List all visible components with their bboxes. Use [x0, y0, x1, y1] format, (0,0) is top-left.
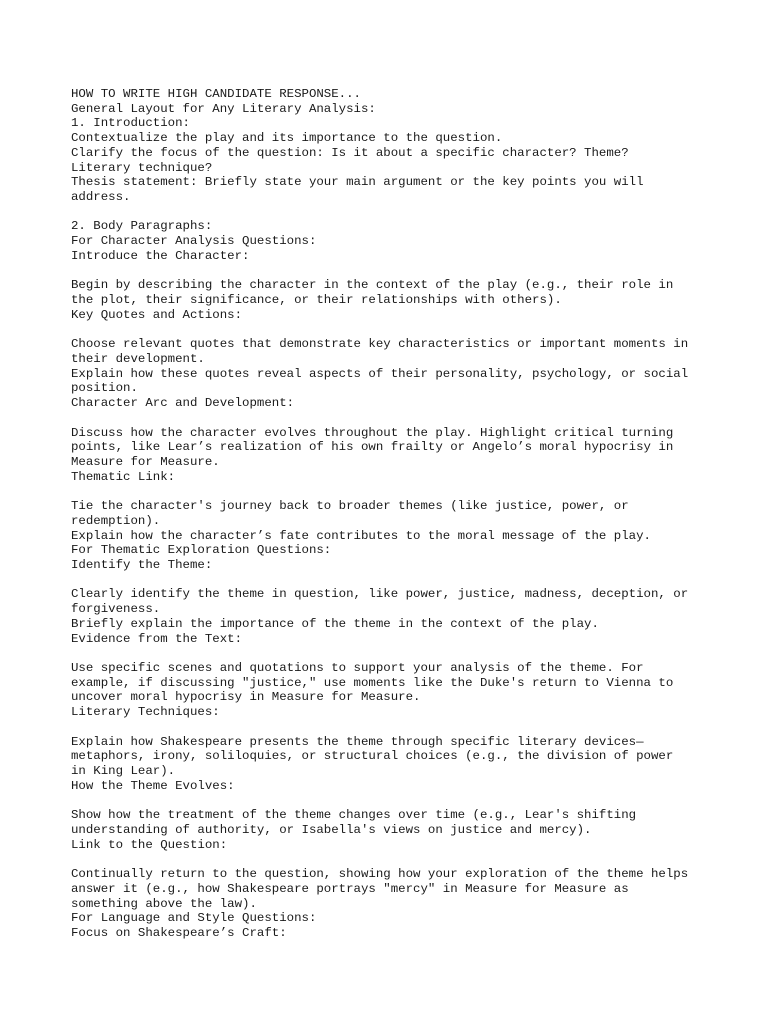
document-line: redemption). [71, 513, 161, 528]
document-line: Link to the Question: [71, 837, 228, 852]
document-line: points, like Lear’s realization of his own frailty or Angelo’s moral hypocrisy in [71, 440, 674, 455]
blank-line [71, 852, 711, 867]
blank-line [71, 794, 711, 809]
blank-line [71, 573, 711, 588]
document-line: For Thematic Exploration Questions: [71, 543, 332, 558]
document-line: understanding of authority, or Isabella's views on justice and mercy). [71, 822, 592, 837]
document-line: Identify the Theme: [71, 558, 213, 572]
document-line: Tie the character's journey back to broader themes (like justice, power, or [71, 499, 629, 514]
document-line: address. [71, 190, 131, 205]
document-line: Key Quotes and Actions: [71, 307, 243, 322]
document-line: forgiveness. [71, 602, 161, 617]
document-line: Literary technique? [71, 160, 213, 175]
document-line: Literary Techniques: [71, 705, 220, 720]
document-line: answer it (e.g., how Shakespeare portrays "mercy" in Measure for Measure as [71, 881, 629, 896]
document-line: Use specific scenes and quotations to support your analysis of the theme. For [71, 661, 644, 676]
blank-line [71, 205, 711, 220]
document-line: For Language and Style Questions: [71, 911, 317, 926]
document-line: Show how the treatment of the theme changes over time (e.g., Lear's shifting [71, 808, 637, 823]
document-line: metaphors, irony, soliloquies, or structural choices (e.g., the division of power [71, 749, 674, 764]
document-heading: HOW TO WRITE HIGH CANDIDATE RESPONSE... [71, 87, 361, 101]
document-line: in King Lear). [71, 764, 176, 779]
blank-line [71, 323, 711, 338]
document-line: Choose relevant quotes that demonstrate key characteristics or important moments in [71, 337, 689, 352]
blank-line [71, 264, 711, 279]
blank-line [71, 411, 711, 426]
document-line: Explain how these quotes reveal aspects of their personality, psychology, or social [71, 366, 689, 381]
document-line: Measure for Measure. [71, 454, 220, 469]
document-line: Introduce the Character: [71, 248, 250, 263]
document-line: uncover moral hypocrisy in Measure for Measure. [71, 690, 421, 705]
document-line: 1. Introduction: [71, 116, 190, 131]
document-line: Character Arc and Development: [71, 396, 295, 411]
document-line: Focus on Shakespeare’s Craft: [71, 925, 287, 940]
document-line: Thesis statement: Briefly state your main argument or the key points you will [71, 175, 644, 190]
blank-line [71, 646, 711, 661]
document-line: Clarify the focus of the question: Is it about a specific character? Theme? [71, 145, 629, 160]
document-line: Briefly explain the importance of the theme in the context of the play. [71, 616, 599, 631]
blank-line [71, 720, 711, 735]
document-line: Discuss how the character evolves throughout the play. Highlight critical turning [71, 425, 674, 440]
document-line: General Layout for Any Literary Analysis: [71, 101, 376, 116]
document-line: How the Theme Evolves: [71, 778, 235, 793]
document-line: Evidence from the Text: [71, 631, 243, 646]
document-line: Continually return to the question, showing how your exploration of the theme helps [71, 867, 689, 882]
document-line: 2. Body Paragraphs: [71, 219, 213, 234]
document-line: Explain how Shakespeare presents the theme through specific literary devices— [71, 734, 644, 749]
document-line: Contextualize the play and its importance to the question. [71, 131, 503, 146]
blank-line [71, 484, 711, 499]
document-body-text [71, 87, 711, 941]
document-line: their development. [71, 351, 205, 366]
document-line: something above the law). [71, 896, 257, 911]
document-line: Explain how the character’s fate contributes to the moral message of the play. [71, 528, 651, 543]
document-line: position. [71, 381, 138, 396]
document-line: For Character Analysis Questions: [71, 234, 317, 249]
document-line: Begin by describing the character in the context of the play (e.g., their role in [71, 278, 674, 293]
document-line: Thematic Link: [71, 469, 176, 484]
document-line: example, if discussing "justice," use moments like the Duke's return to Vienna to [71, 675, 674, 690]
document-line: the plot, their significance, or their relationships with others). [71, 293, 562, 308]
document-line: Clearly identify the theme in question, like power, justice, madness, deception, or [71, 587, 689, 602]
